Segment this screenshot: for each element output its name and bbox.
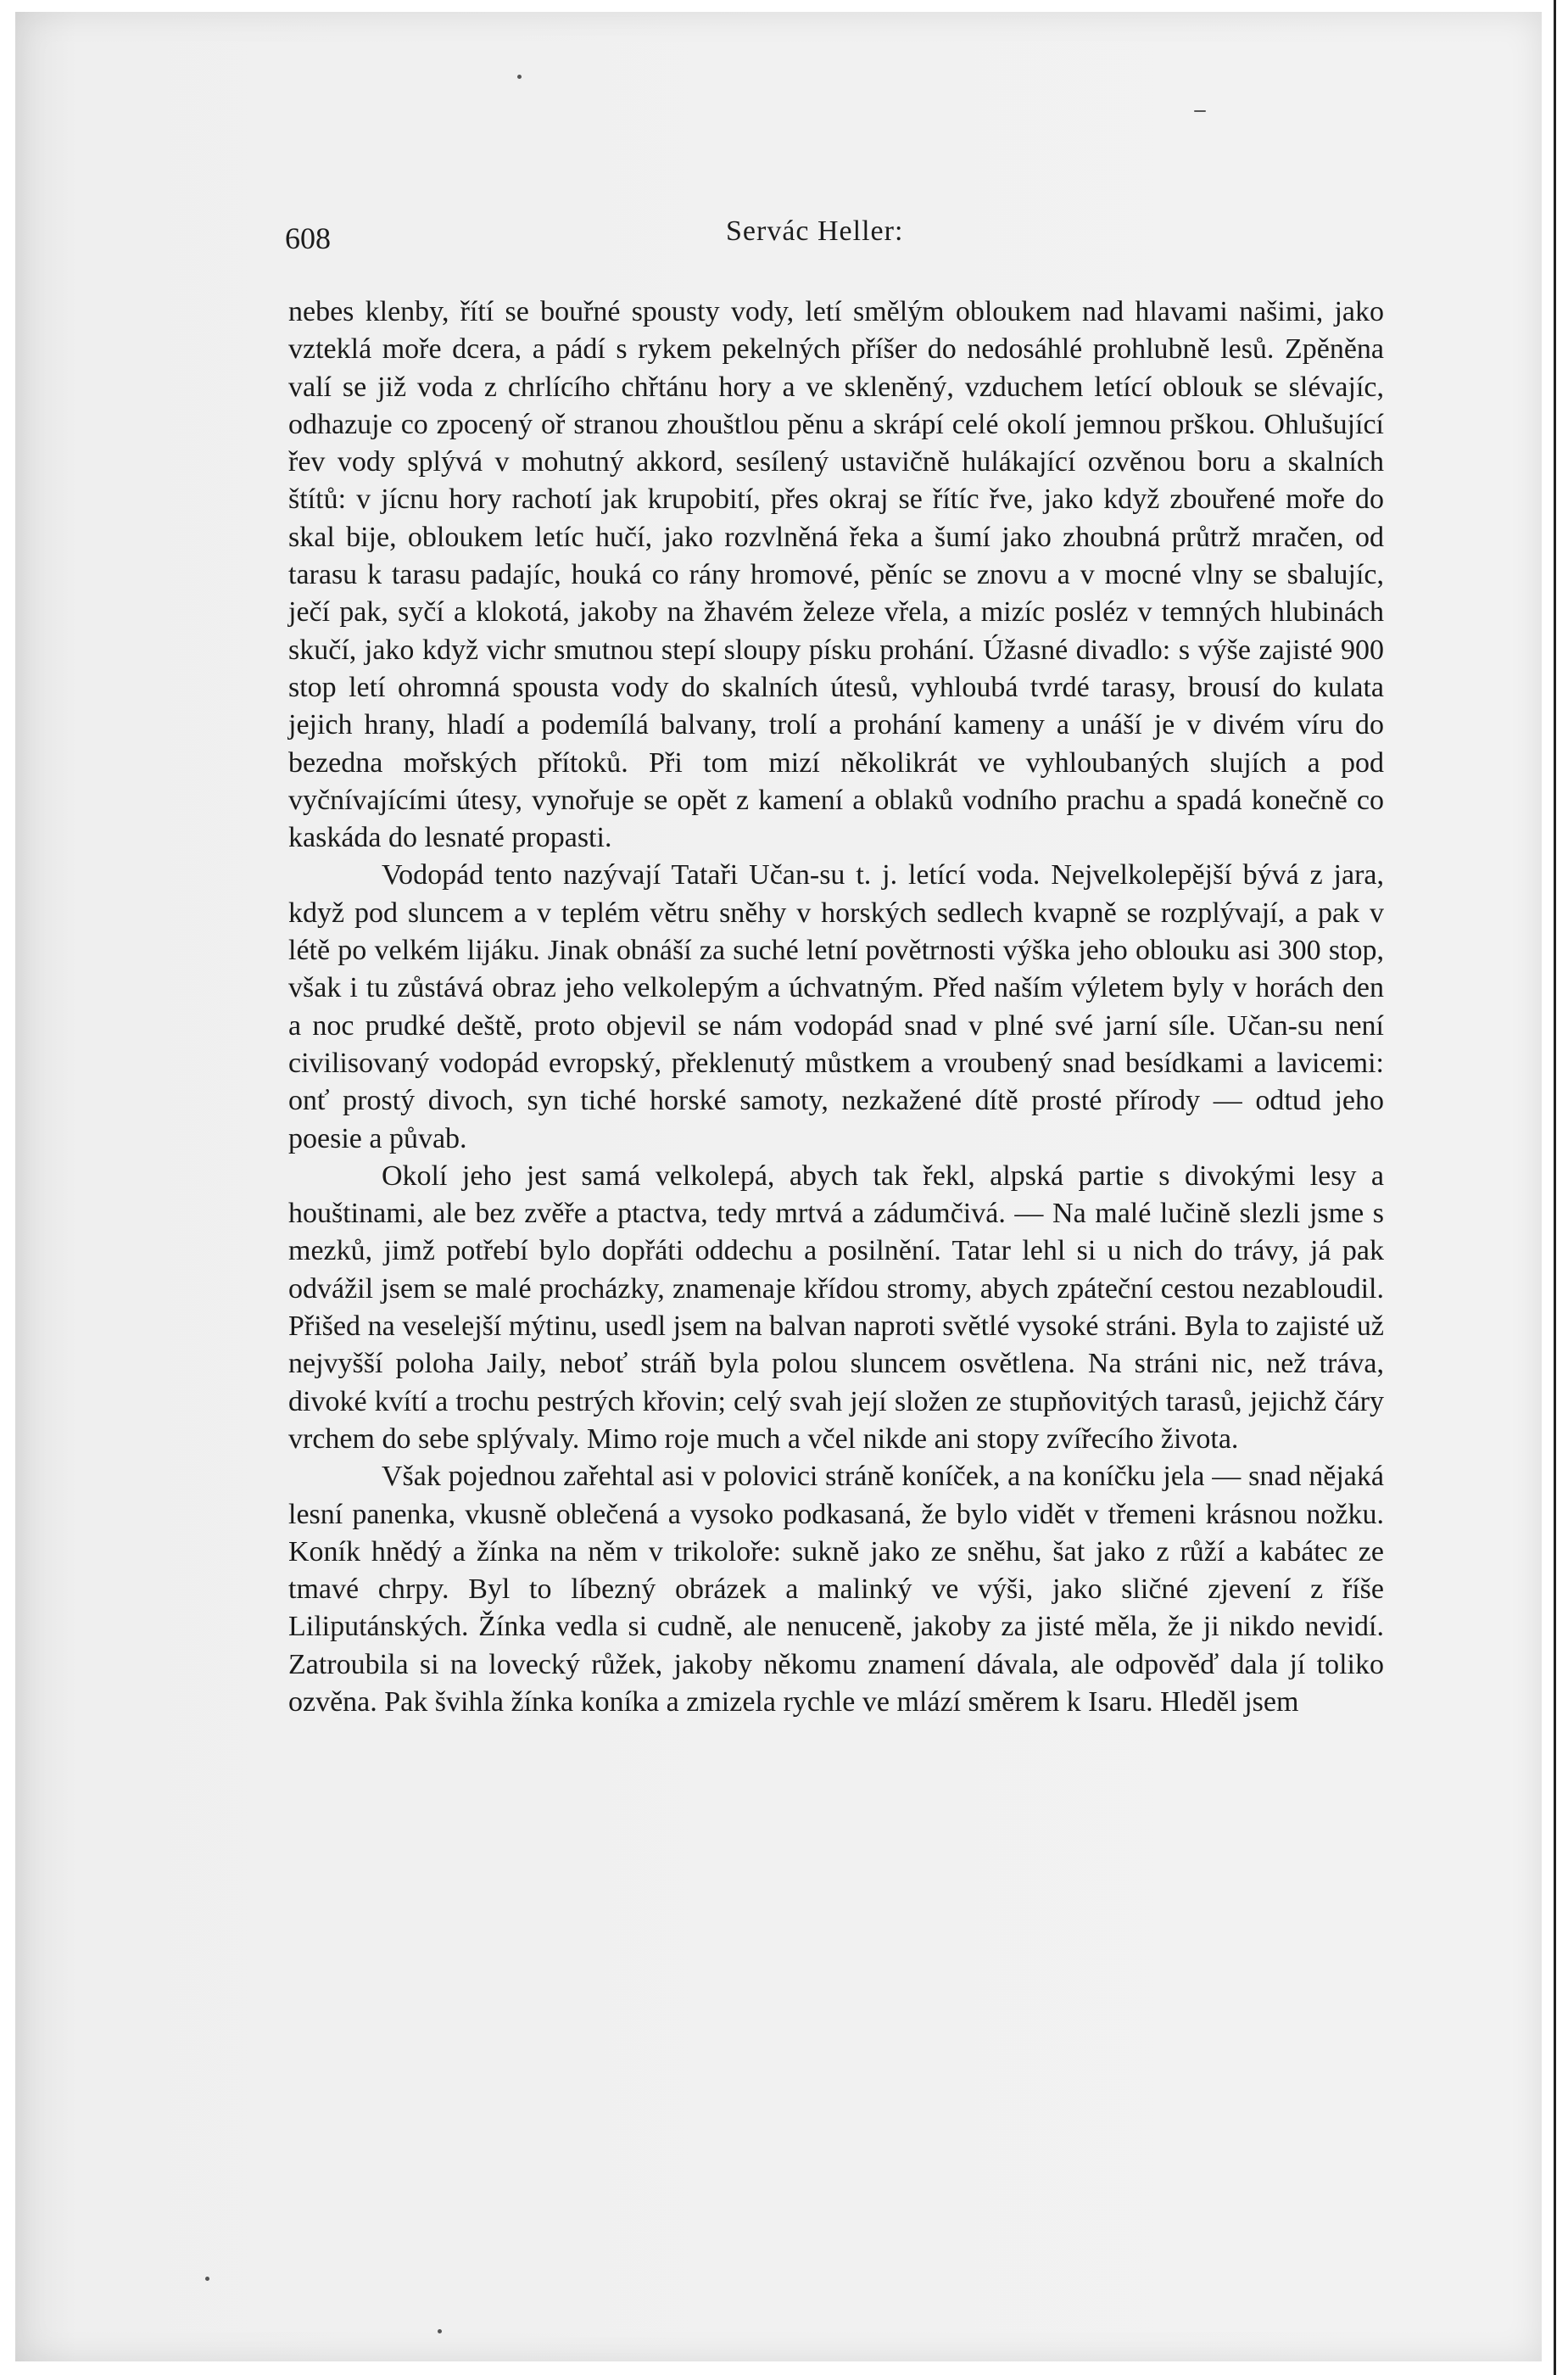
body-text xyxy=(288,293,1384,1721)
book-page xyxy=(15,12,1542,2361)
paragraph-3: Okolí jeho jest samá velkolepá, abych tak řekl, alpská partie s divokými lesy a houštinami, ale bez zvěře a ptactva, tedy mrtvá a zádumčivá. — Na malé lučině slezli jsme s mezků, jimž potřebí bylo dopřáti oddechu a posilnění. Tatar lehl si u nich do trávy, já pak odvážil jsem se malé procházky, znamenaje křídou stromy, abych zpáteční cestou nezabloudil. Přišed na veselejší mýtinu, usedl jsem na balvan naproti světlé vysoké stráni. Byla to zajisté už nejvyšší poloha Jaily, neboť stráň byla polou sluncem osvětlena. Na stráni nic, než tráva, divoké kvítí a trochu pestrých křovin; celý svah její složen ze stupňovitých tarasů, jejichž čáry vrchem do sebe splývaly. Mimo roje much a včel nikde ani stopy zvířecího života. xyxy=(288,1160,1384,1455)
paragraph-4: Však pojednou zařehtal asi v polovici stráně koníček, a na koníčku jela — snad nějaká lesní panenka, vkusně oblečená a vysoko podkasaná, že bylo vidět v třemeni krásnou nožku. Koník hnědý a žínka na něm v trikoloře: sukně jako ze sněhu, šat jako z růží a kabátec ze tmavé chrpy. Byl to líbezný obrázek a malinký ve výši, jako sličné zjevení z říše Liliputánských. Žínka vedla si cudně, ale nenuceně, jakoby za jisté měla, že ji nikdo nevidí. Zatroubila si na lovecký růžek, jakoby někomu znamení dávala, ale odpověď dala jí toliko ozvěna. Pak švihla žínka koníka a zmizela rychle ve mlází směrem k Isaru. Hleděl jsem xyxy=(288,1461,1384,1718)
paper-speck xyxy=(205,2277,209,2281)
paper-speck xyxy=(438,2329,442,2333)
running-head: Servác Heller: xyxy=(726,215,904,247)
paragraph-1: nebes klenby, řítí se bouřné spousty vody, letí smělým obloukem nad hlavami našimi, jako vzteklá moře dcera, a pádí s rykem pekelných příšer do nedosáhlé prohlubně lesů. Zpěněna valí se již voda z chrlícího chřtánu hory a ve skleněný, vzduchem letící oblouk se slévajíc, odhazuje co zpocený oř stranou zhouštlou pěnu a skrápí celé okolí jemnou prškou. Ohlušující řev vody splývá v mohutný akkord, sesílený ustavičně hulákající ozvěnou boru a skalních štítů: v jícnu hory rachotí jak krupobití, přes okraj se řítíc řve, jako když zbouřené moře do skal bije, obloukem letíc hučí, jako rozvlněná řeka a šumí jako zhoubná průtrž mračen, od tarasu k tarasu padajíc, houká co rány hromové, pěníc se znovu a v mocné vlny se sbalujíc, ječí pak, syčí a klokotá, jakoby na žhavém železe vřela, a mizíc posléz v temných hlubinách skučí, jako když vichr smutnou stepí sloupy písku prohání. Úžasné divadlo: s výše zajisté 900 stop letí ohromná spousta vody do skalních útesů, vyhloubá tvrdé tarasy, brousí do kulata jejich hrany, hladí a podemílá balvany, trolí a prohání kameny a unáší je v divém víru do bezedna mořských přítoků. Při tom mizí několikrát ve vyhloubaných slujích a pod vyčnívajícími útesy, vynořuje se opět z kamení a oblaků vodního prachu a spadá konečně co kaskáda do lesnaté propasti. xyxy=(288,296,1384,854)
paper-speck xyxy=(1194,110,1206,112)
paper-speck xyxy=(517,75,522,79)
page-edge xyxy=(1554,0,1565,2375)
paragraph-2: Vodopád tento nazývají Tataři Učan-su t. j. letící voda. Nejvelkolepější bývá z jara, když pod sluncem a v teplém větru sněhy v horských sedlech kvapně se rozplývají, a pak v létě po velkém lijáku. Jinak obnáší za suché letní povětrnosti výška jeho oblouku asi 300 stop, však i tu zůstává obraz jeho velkolepým a úchvatným. Před naším výletem byly v horách den a noc prudké deště, proto objevil se nám vodopád snad v plné své jarní síle. Učan-su není civilisovaný vodopád evropský, překlenutý můstkem a vroubený snad besídkami a lavicemi: onť prostý divoch, syn tiché horské samoty, nezkažené dítě prosté přírody — odtud jeho poesie a půvab. xyxy=(288,859,1384,1154)
page-header xyxy=(285,215,1438,266)
page-number: 608 xyxy=(285,221,331,255)
